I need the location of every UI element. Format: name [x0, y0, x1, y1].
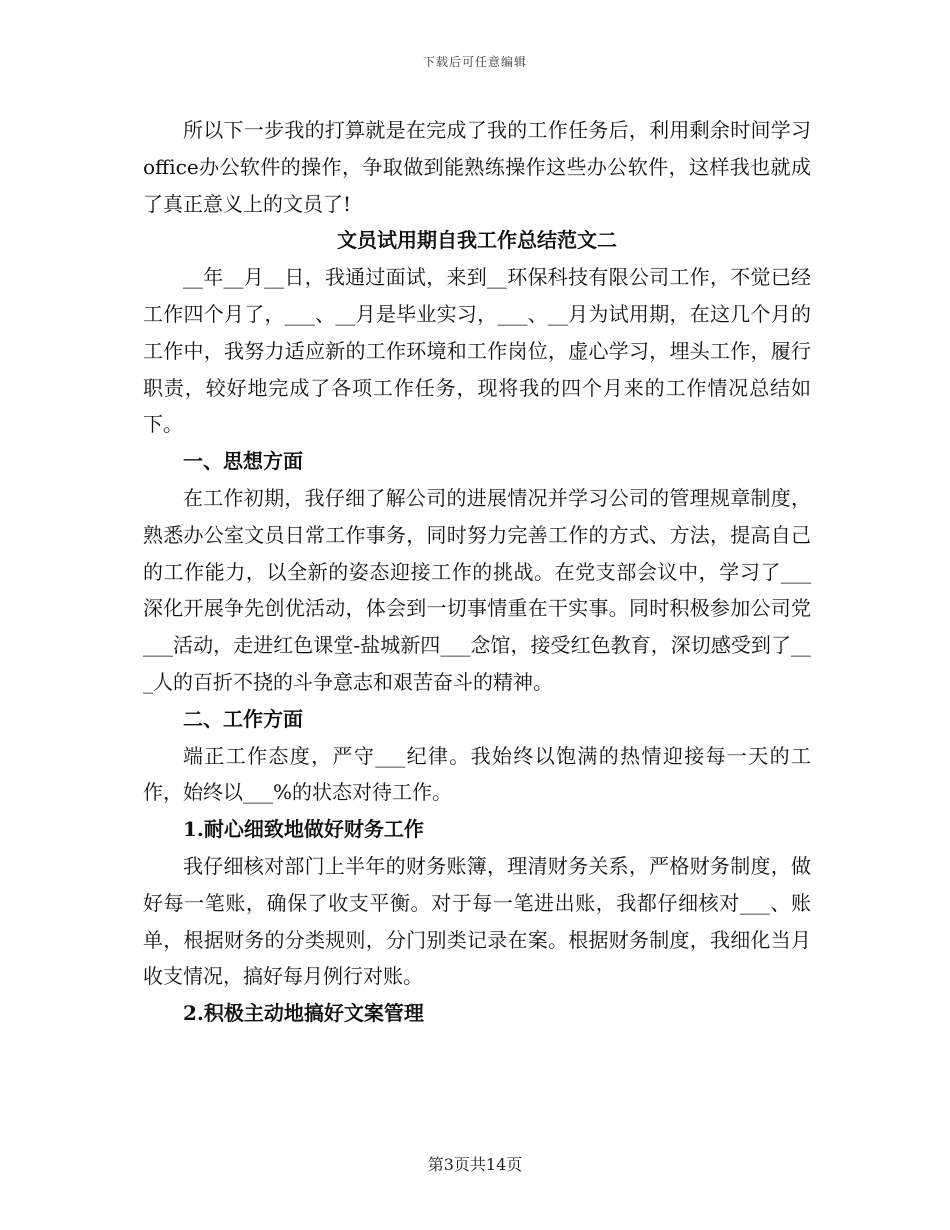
paragraph-intro: 所以下一步我的打算就是在完成了我的工作任务后，利用剩余时间学习office办公软件的操作，争取做到能熟练操作这些办公软件，这样我也就成了真正意义上的文员了!: [143, 118, 811, 216]
heading-documents: 2.积极主动地搞好文案管理: [183, 1001, 424, 1026]
section-title: 文员试用期自我工作总结范文二: [337, 228, 617, 253]
paragraph-work: 端正工作态度，严守___纪律。我始终以饱满的热情迎接每一天的工作，始终以___%的状态对待工作。: [143, 743, 811, 805]
page-content: [143, 112, 811, 1032]
paragraph-finance: 我仔细核对部门上半年的财务账簿，理清财务关系，严格财务制度，做好每一笔账，确保了收支平衡。对于每一笔进出账，我都仔细核对___、账单，根据财务的分类规则，分门别类记录在案。根据财务制度，我细化当月收支情况，搞好每月例行对账。: [143, 853, 811, 989]
paragraph-ideology: 在工作初期，我仔细了解公司的进展情况并学习公司的管理规章制度，熟悉办公室文员日常工作事务，同时努力完善工作的方式、方法，提高自己的工作能力，以全新的姿态迎接工作的挑战。在党支部会议中，学习了___深化开展争先创优活动，体会到一切事情重在干实事。同时积极参加公司党___活动，走进红色课堂-盐城新四___念馆，接受红色教育，深切感受到了___人的百折不挠的斗争意志和艰苦奋斗的精神。: [143, 485, 811, 694]
heading-ideology: 一、思想方面: [183, 449, 303, 474]
page-footer: 第3页共14页: [427, 1155, 523, 1174]
heading-work: 二、工作方面: [183, 706, 303, 731]
heading-finance: 1.耐心细致地做好财务工作: [183, 817, 424, 842]
paragraph-overview: __年__月__日，我通过面试，来到__环保科技有限公司工作，不觉已经工作四个月了，___、__月是毕业实习，___、__月为试用期，在这几个月的工作中，我努力适应新的工作环境和工作岗位，虚心学习，埋头工作，履行职责，较好地完成了各项工作任务，现将我的四个月来的工作情况总结如下。: [143, 265, 811, 437]
page-header: 下载后可任意编辑: [422, 55, 527, 69]
